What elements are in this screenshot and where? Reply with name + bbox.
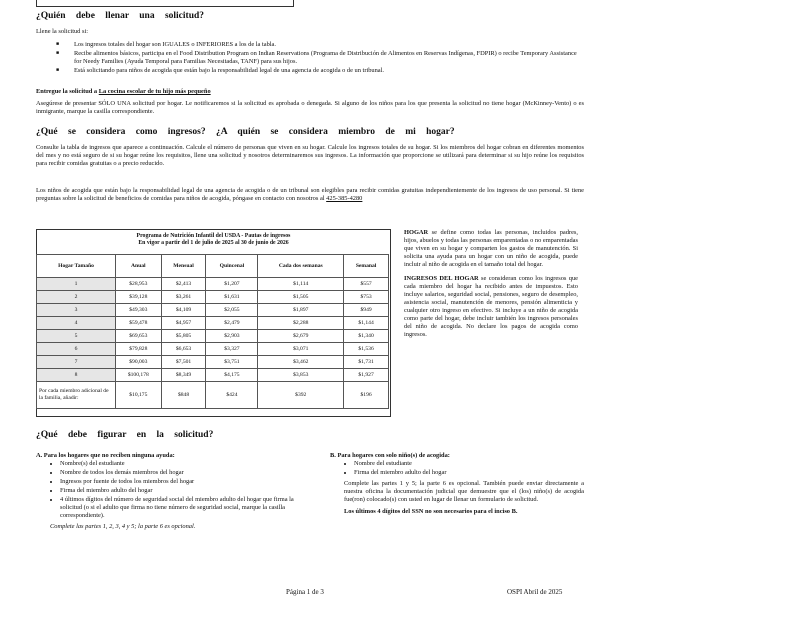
part-b-list [330,460,584,477]
foster-text: Los niños de acogida que están bajo la responsabilidad legal de una agencia de acogida o de un tribunal son elegibles para recibir comidas gratuitas independientemente de los ingresos de uso personal. Si tiene preguntas sobre la solicitud de beneficios de comidas para niños de acogida, póngase en contacto con nosotros al [36,187,584,202]
header-cell: Hogar Tamaño [37,255,116,278]
table-cell: $949 [344,304,389,317]
household-size-cell: 6 [37,343,116,356]
table-extra-row [37,382,389,409]
section-title-who: ¿Quién debe llenar una solicitud? [36,11,205,21]
part-a-heading: A. Para los hogares que no reciben ninguna ayuda: [36,452,175,459]
part-a-list [36,460,298,520]
table-cell: $1,631 [206,291,258,304]
eligibility-list [36,41,584,76]
table-cell: $2,679 [258,330,344,343]
table-cell: $5,805 [161,330,206,343]
part-b-note: Los últimos 4 dígitos del SSN no son necesarios para el inciso B. [344,508,518,515]
part-a [36,452,298,531]
table-cell: $90,003 [116,356,162,369]
header-cell: Quincenal [206,255,258,278]
intro-text: Llene la solicitud si: [36,28,89,35]
bullet-item: ■ Está solicitando para niños de acogida que están bajo la responsabilidad legal de una agencia de acogida o de un tribunal. [74,67,584,75]
table-cell: $3,071 [258,343,344,356]
definitions-column [404,229,578,345]
extra-label: Por cada miembro adicional de la familia, añadir: [37,382,116,409]
table-cell: $196 [344,382,389,409]
income-term: INGRESOS DEL HOGAR [404,275,479,282]
table-cell: $3,261 [161,291,206,304]
part-a-complete: Complete las partes 1, 2, 3, 4 y 5; la parte 6 es opcional. [50,523,196,530]
table-cell: $8,349 [161,369,206,382]
part-b [330,452,584,516]
application-note: Asegúrese de presentar SÓLO UNA solicitud por hogar. Le notificaremos si la solicitud es aprobada o denegada. Si alguno de los niños para los que presenta la solicitud no tiene hogar (McKinney-Vento) o es inmigrante, marque la casilla correspondiente. [36,100,584,115]
bullet-item: ■ Los ingresos totales del hogar son IGUALES o INFERIORES a los de la tabla. [74,41,584,49]
list-item: • Nombre(s) del estudiante [60,460,298,468]
table-cell: $1,114 [258,278,344,291]
table-cell: $39,128 [116,291,162,304]
header-cell: Cada dos semanas [258,255,344,278]
income-text: se consideran como los ingresos que cada miembro del hogar ha recibido antes de impuestos. Esto incluye salarios, seguridad social, pensiones, seguro de desempleo, asistencia social, manutención de menores, pensión alimenticia y cualquier otro ingreso en efectivo. Si incluye a un niño de acogida como parte del hogar, debe incluir también los ingresos personales del niño de acogida. No declare los pagos de acogida como ingresos. [404,275,578,338]
table-cell: $3,751 [206,356,258,369]
income-paragraph: Consulte la tabla de ingresos que aparece a continuación. Calcule el número de personas que viven en su hogar. Calcule los ingresos totales de su hogar. Si los miembros del hogar cobran en diferentes momentos del mes y no está seguro de si su hogar reúne los requisitos, llene una solicitud y nosotros determinaremos sus ingresos. La información que proporcione se utilizará para determinar si su hijo reúne los requisitos para recibir comidas gratuitas o a precio reducido. [36,144,584,167]
household-term: HOGAR [404,229,429,236]
top-table-fragment [36,0,294,7]
table-cell: $100,178 [116,369,162,382]
table-cell: $69,653 [116,330,162,343]
page-number: Página 1 de 3 [286,588,324,596]
table-cell: $1,731 [344,356,389,369]
deliver-line [36,88,211,96]
table-row [37,330,389,343]
household-size-cell: 3 [37,304,116,317]
income-definition [404,275,578,339]
table-cell: $1,536 [344,343,389,356]
section-title-income: ¿Qué se considera como ingresos? ¿A quién se considera miembro de mi hogar? [36,127,455,137]
deliver-to: La cocina escolar de tu hijo más pequeño [98,88,211,95]
household-size-cell: 8 [37,369,116,382]
table-cell: $557 [344,278,389,291]
table-cell: $2,413 [161,278,206,291]
table-cell: $79,828 [116,343,162,356]
household-size-cell: 7 [37,356,116,369]
table-cell: $3,462 [258,356,344,369]
table-cell: $1,897 [258,304,344,317]
table-row [37,343,389,356]
table-cell: $1,207 [206,278,258,291]
household-size-cell: 5 [37,330,116,343]
household-size-cell: 1 [37,278,116,291]
table-caption-2: En vigor a partir del 1 de julio de 2025 al 30 de junio de 2026 [138,240,289,247]
table-header-row [37,255,389,278]
table-cell: $49,303 [116,304,162,317]
table-cell: $3,327 [206,343,258,356]
table-cell: $1,144 [344,317,389,330]
table-cell: $28,953 [116,278,162,291]
part-b-heading: B. Para hogares con solo niño(s) de acogida: [330,452,450,459]
household-size-cell: 4 [37,317,116,330]
section-title-what: ¿Qué debe figurar en la solicitud? [36,430,214,440]
table-cell: $6,653 [161,343,206,356]
income-table-box [36,229,391,417]
header-cell: Mensual [161,255,206,278]
list-item: • Firma del miembro adulto del hogar [354,469,584,477]
table-row [37,356,389,369]
table-row [37,369,389,382]
table-row [37,317,389,330]
table-cell: $392 [258,382,344,409]
household-definition [404,229,578,269]
table-cell: $10,175 [116,382,162,409]
deliver-label: Entregue la solicitud a [36,88,98,95]
table-row [37,304,389,317]
income-table [36,254,389,409]
table-cell: $2,479 [206,317,258,330]
table-cell: $424 [206,382,258,409]
table-cell: $848 [161,382,206,409]
table-cell: $1,340 [344,330,389,343]
bullet-item: ■ Recibe alimentos básicos, participa en el Food Distribution Program on Indian Reservations (Programa de Distribución de Alimentos en Reservas Indígenas, FDPIR) o recibe Temporary Assistance for Needy Families (Ayuda Temporal para Familias Necesitadas, TANF) para sus hijos. [74,50,584,66]
list-item: • Firma del miembro adulto del hogar [60,487,298,495]
household-text: se define como todas las personas, incluidos padres, hijos, abuelos y todas las personas emparentadas o no emparentadas que viven en su hogar y comparten los gastos de manutención. Si solicita una ayuda para un hogar con un niño de acogida, puede incluir al niño de acogida en el tamaño total del hogar. [404,229,578,268]
table-cell: $2,288 [258,317,344,330]
table-cell: $2,903 [206,330,258,343]
table-cell: $7,501 [161,356,206,369]
table-cell: $3,853 [258,369,344,382]
household-size-cell: 2 [37,291,116,304]
header-cell: Semanal [344,255,389,278]
table-cell: $4,109 [161,304,206,317]
table-row [37,291,389,304]
table-cell: $2,055 [206,304,258,317]
table-cell: $59,478 [116,317,162,330]
list-item: • 4 últimos dígitos del número de seguridad social del miembro adulto del hogar que firma la solicitud (o si el adulto que firma no tiene número de seguridad social, marque la casilla correspondiente). [60,496,298,520]
table-cell: $4,175 [206,369,258,382]
list-item: • Nombre de todos los demás miembros del hogar [60,469,298,477]
header-cell: Anual [116,255,162,278]
list-item: • Ingresos por fuente de todos los miembros del hogar [60,478,298,486]
table-row [37,278,389,291]
part-b-complete: Complete las partes 1 y 5; la parte 6 es opcional. También puede enviar directamente a nuestra oficina la documentación judicial que demuestre que el (los) niño(s) de acogida fue(ron) colocado(s) con usted en lugar de llenar un formulario de solicitud. [344,480,584,503]
table-cell: $1,505 [258,291,344,304]
list-item: • Nombre del estudiante [354,460,584,468]
footer-org: OSPI Abril de 2025 [507,588,563,596]
phone-number[interactable]: 425-385-4280 [326,195,363,202]
foster-paragraph [36,187,584,203]
table-caption-1: Programa de Nutrición Infantil del USDA - Pautas de ingresos [136,233,291,239]
table-cell: $753 [344,291,389,304]
table-cell: $4,957 [161,317,206,330]
table-cell: $1,927 [344,369,389,382]
